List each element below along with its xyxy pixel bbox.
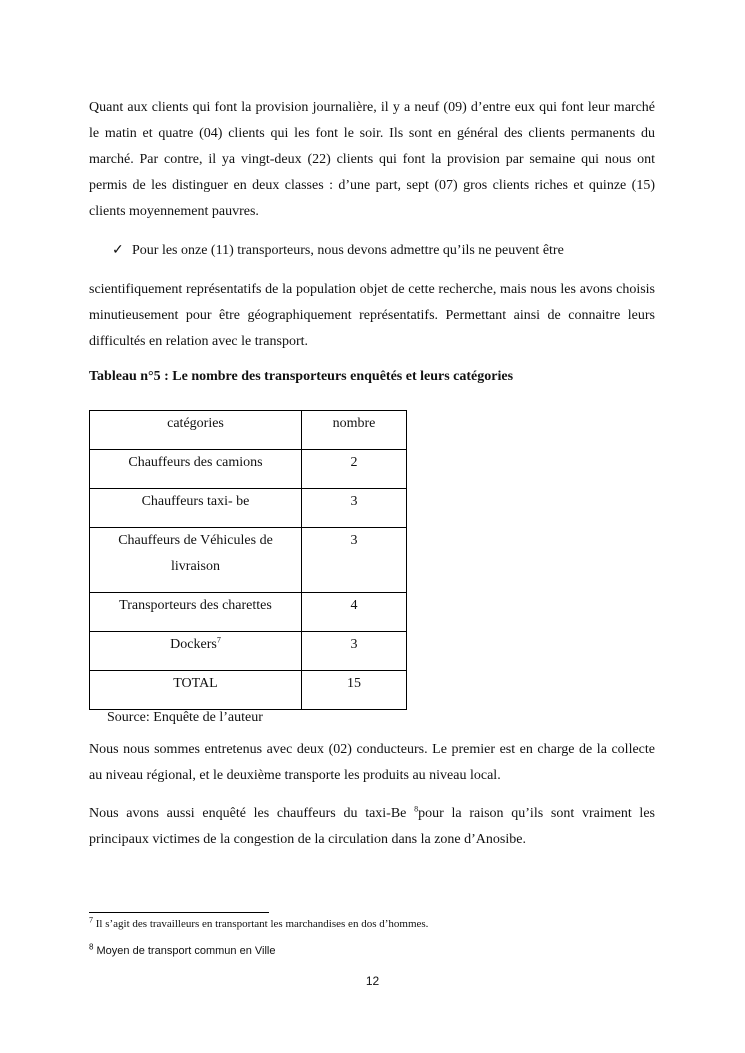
footnote-8 [89,942,276,957]
table-cell-count: 3 [302,489,407,528]
page-number: 12 [365,974,380,988]
footnote-mark-7: 7 [89,915,93,925]
bullet-text: Pour les onze (11) transporteurs, nous devons admettre qu’ils ne peuvent être [132,243,564,258]
table-cell-total-label: TOTAL [90,671,302,710]
table-cell-category: Transporteurs des charettes [90,593,302,632]
table-cell-count: 2 [302,450,407,489]
paragraph-taxi-be-start: Nous avons aussi enquêté les chauffeurs du taxi-Be [89,806,415,821]
table-cell-count: 3 [302,528,407,593]
table-cell-category: Chauffeurs des camions [90,450,302,489]
bullet-item-transporteurs [112,240,564,262]
footnote-7 [89,915,429,930]
paragraph-taxi-be [89,801,655,853]
table-caption: Tableau n°5 : Le nombre des transporteurs enquêtés et leurs catégories [89,369,514,384]
table-header-row [90,411,407,450]
table-cell-count: 3 [302,632,407,671]
table-total-row [90,671,407,710]
footnote-mark-8: 8 [89,942,94,952]
footnote-7-text: Il s’agit des travailleurs en transportant les marchandises en dos d’hommes. [93,918,429,930]
footnote-ref-7: 7 [216,635,221,645]
footnote-8-text: Moyen de transport commun en Ville [93,945,276,957]
table-cell-category-text: Chauffeurs de Véhicules de livraison [118,533,273,574]
header-categories: catégories [90,411,302,450]
table-row [90,489,407,528]
footnote-ref-8: 8 [414,804,419,814]
header-nombre: nombre [302,411,407,450]
checkmark-icon: ✓ [112,243,124,258]
table-cell-category [90,632,302,671]
dockers-label: Dockers [170,637,217,652]
paragraph-clients: Quant aux clients qui font la provision journalière, il y a neuf (09) d’entre eux qui font leur marché le matin et quatre (04) clients qui les font le soir. Ils sont en général des clients permanents du marché. Par contre, il ya vingt-deux (22) clients qui font la provision par semaine qui nous ont permis de les distinguer en deux classes : d’une part, sept (07) gros clients riches et quinze (15) clients moyennement pauvres. [89,100,655,219]
transporteurs-table [89,410,407,710]
paragraph-conducteurs: Nous nous sommes entretenus avec deux (02) conducteurs. Le premier est en charge de la collecte au niveau régional, et le deuxième transporte les produits au niveau local. [89,742,655,783]
table-row [90,632,407,671]
table-cell-total-value: 15 [302,671,407,710]
table-cell-category: Chauffeurs taxi- be [90,489,302,528]
table-source: Source: Enquête de l’auteur [107,710,263,725]
table-row [90,450,407,489]
paragraph-representativite: scientifiquement représentatifs de la population objet de cette recherche, mais nous les avons choisis minutieusement pour être géographiquement représentatifs. Permettant ainsi de connaitre leurs difficultés en relation avec le transport. [89,282,655,349]
footnote-separator [89,912,269,913]
table-cell-count: 4 [302,593,407,632]
table-row [90,528,407,593]
paragraph-taxi-be-end: pour la raison qu’ils sont vraiment les principaux victimes de la congestion de la circulation dans la zone d’Anosibe. [89,806,655,847]
table-row [90,593,407,632]
table-cell-category [90,528,302,593]
